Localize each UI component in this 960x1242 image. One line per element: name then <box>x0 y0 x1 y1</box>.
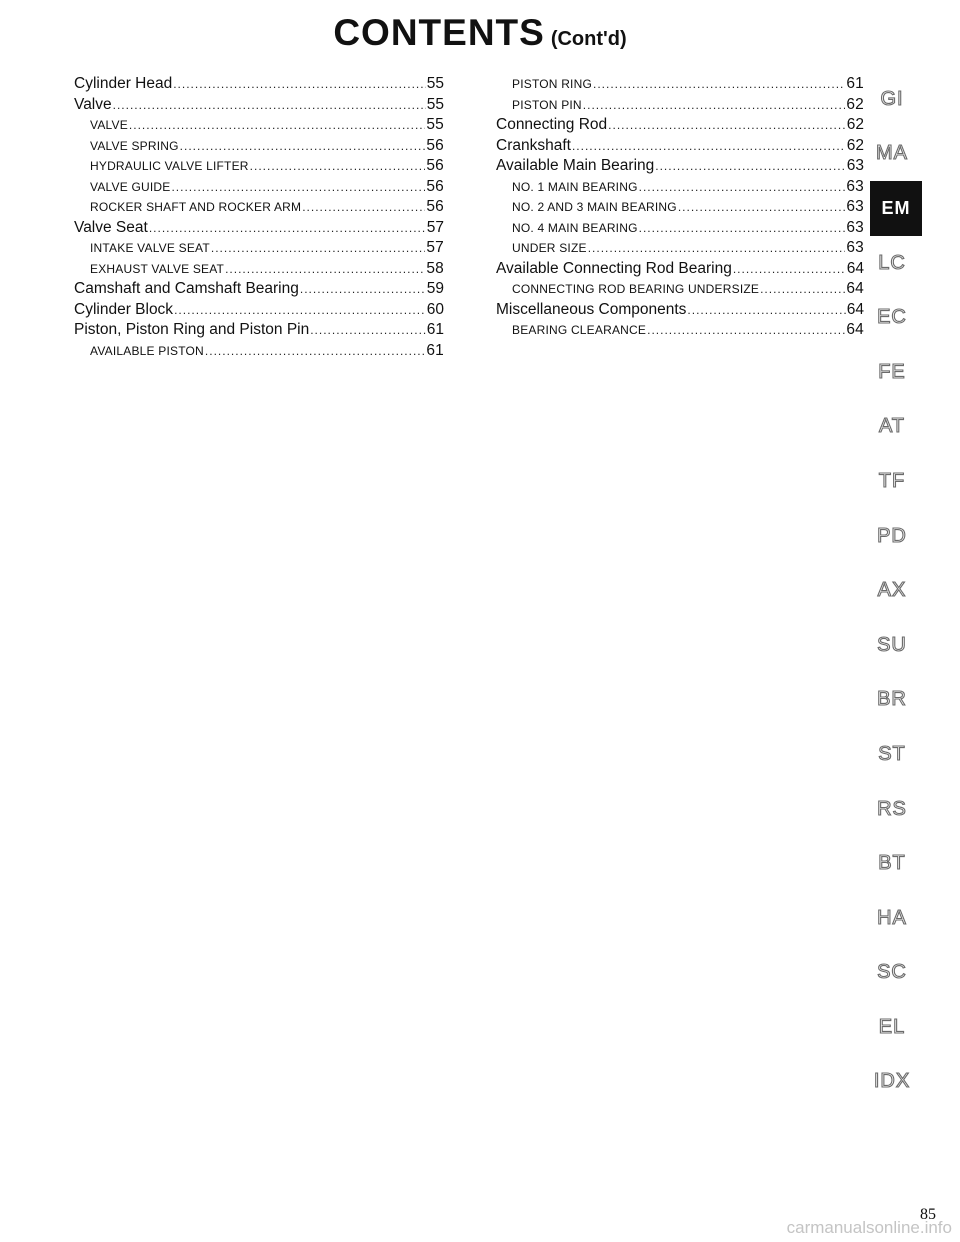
toc-entry[interactable] <box>74 117 444 138</box>
toc-entry-label: NO. 4 MAIN BEARING <box>512 220 638 235</box>
toc-entry[interactable] <box>74 199 444 220</box>
toc-entry-label: AVAILABLE PISTON <box>90 343 204 358</box>
section-tab-gi[interactable]: GI <box>880 87 904 110</box>
toc-entry-page: 63 <box>846 177 864 195</box>
contents-subheading: (Cont'd) <box>550 28 627 50</box>
section-tab-br[interactable]: BR <box>877 688 907 711</box>
dot-leader <box>687 304 845 316</box>
toc-entry-label: VALVE <box>90 118 128 132</box>
toc-entry-label: Connecting Rod <box>496 116 608 133</box>
toc-entry[interactable] <box>496 199 864 220</box>
toc-entry-page: 63 <box>846 157 864 174</box>
toc-entry-label: Camshaft and Camshaft Bearing <box>74 280 299 297</box>
toc-entry-page: 55 <box>426 95 444 113</box>
dot-leader <box>113 99 426 111</box>
toc-entry[interactable] <box>74 138 444 159</box>
dot-leader <box>760 283 845 295</box>
toc-entry-label: PISTON RING <box>512 77 592 91</box>
toc-entry-label: BEARING CLEARANCE <box>512 323 647 337</box>
toc-left-column <box>74 76 444 363</box>
toc-entry[interactable] <box>496 76 864 97</box>
section-tab-ec[interactable]: EC <box>877 306 907 329</box>
section-tab-st[interactable]: ST <box>878 742 906 765</box>
toc-entry-label: EXHAUST VALVE SEAT <box>90 261 225 276</box>
toc-entry-page: 62 <box>846 136 864 154</box>
toc-entry[interactable] <box>496 158 864 179</box>
toc-entry[interactable] <box>74 302 444 323</box>
dot-leader <box>250 160 426 172</box>
toc-entry[interactable] <box>74 240 444 261</box>
dot-leader <box>608 119 846 131</box>
section-tab-fe[interactable]: FE <box>878 360 906 383</box>
dot-leader <box>174 304 426 316</box>
section-tab-ax[interactable]: AX <box>877 579 907 602</box>
section-tab-tf[interactable]: TF <box>878 469 906 492</box>
section-tab-el[interactable]: EL <box>878 1015 906 1038</box>
section-tab-ha[interactable]: HA <box>877 906 907 929</box>
dot-leader <box>639 181 846 193</box>
toc-entry-page: 55 <box>426 116 444 133</box>
dot-leader <box>310 324 426 336</box>
toc-entry-page: 63 <box>846 239 864 256</box>
toc-entry[interactable] <box>496 240 864 261</box>
section-tab-sc[interactable]: SC <box>877 961 907 984</box>
toc-entry-label: VALVE GUIDE <box>90 179 171 194</box>
dot-leader <box>225 263 425 275</box>
toc-entry[interactable] <box>74 343 444 364</box>
section-index-tabs <box>864 72 920 1109</box>
section-tab-bt[interactable]: BT <box>878 852 906 875</box>
dot-leader <box>129 119 425 131</box>
toc-entry[interactable] <box>496 179 864 200</box>
toc-entry[interactable] <box>74 322 444 343</box>
dot-leader <box>171 181 425 193</box>
section-tab-idx[interactable]: IDX <box>873 1070 911 1093</box>
toc-entry-page: 62 <box>846 95 864 113</box>
section-tab-at[interactable]: AT <box>878 415 906 438</box>
watermark: carmanualsonline.info <box>786 1218 952 1237</box>
dot-leader <box>180 140 426 152</box>
toc-entry-page: 60 <box>426 300 444 318</box>
toc-entry-label: VALVE SPRING <box>90 138 179 153</box>
section-tab-em[interactable]: EM <box>870 181 922 236</box>
dot-leader <box>733 263 846 275</box>
dot-leader <box>583 99 846 111</box>
dot-leader <box>205 345 425 357</box>
toc-entry-label: Cylinder Block <box>74 300 174 318</box>
toc-entry[interactable] <box>496 220 864 241</box>
dot-leader <box>572 140 846 152</box>
dot-leader <box>300 283 426 295</box>
toc-entry[interactable] <box>496 117 864 138</box>
toc-entry-label: Available Main Bearing <box>496 157 655 174</box>
toc-entry[interactable] <box>496 322 864 343</box>
toc-entry-label: Valve <box>74 95 112 113</box>
toc-entry-page: 64 <box>846 321 864 338</box>
toc-entry-label: PISTON PIN <box>512 97 582 112</box>
section-tab-ma[interactable]: MA <box>876 142 908 165</box>
toc-entry-label: CONNECTING ROD BEARING UNDERSIZE <box>512 282 760 296</box>
toc-entry-page: 61 <box>426 321 444 338</box>
toc-entry-page: 63 <box>846 218 864 236</box>
page-number: 85 <box>920 1206 936 1223</box>
dot-leader <box>639 222 846 234</box>
section-tab-su[interactable]: SU <box>877 633 907 656</box>
toc-entry-page: 56 <box>426 177 444 195</box>
section-tab-rs[interactable]: RS <box>877 797 907 820</box>
toc-entry-page: 57 <box>426 239 444 256</box>
section-tab-pd[interactable]: PD <box>877 524 907 547</box>
page-title <box>0 12 960 54</box>
toc-entry[interactable] <box>74 76 444 97</box>
toc-entry[interactable] <box>496 97 864 118</box>
toc-entry-page: 63 <box>846 198 864 215</box>
toc-entry[interactable] <box>74 281 444 302</box>
toc-entry-page: 64 <box>846 280 864 297</box>
toc-entry[interactable] <box>74 97 444 118</box>
toc-entry-page: 59 <box>426 280 444 297</box>
dot-leader <box>211 242 425 254</box>
toc-entry-page: 64 <box>846 300 864 318</box>
toc-entry-page: 57 <box>426 218 444 236</box>
contents-heading: CONTENTS <box>333 12 545 53</box>
toc-right-column <box>496 76 864 343</box>
dot-leader <box>593 78 845 90</box>
toc-entry-label: NO. 1 MAIN BEARING <box>512 179 638 194</box>
toc-entry[interactable] <box>74 220 444 241</box>
section-tab-lc[interactable]: LC <box>878 251 906 274</box>
dot-leader <box>149 222 426 234</box>
toc-entry-label: Valve Seat <box>74 218 148 236</box>
toc-entry-label: NO. 2 AND 3 MAIN BEARING <box>512 200 677 214</box>
toc-entry[interactable] <box>74 261 444 282</box>
toc-entry-label: Miscellaneous Components <box>496 300 687 318</box>
toc-entry-label: Piston, Piston Ring and Piston Pin <box>74 321 310 338</box>
dot-leader <box>588 242 846 254</box>
toc-entry[interactable] <box>74 179 444 200</box>
toc-entry[interactable] <box>496 138 864 159</box>
toc-entry-page: 56 <box>426 136 444 154</box>
dot-leader <box>173 78 426 90</box>
toc-entry-page: 56 <box>426 198 444 215</box>
dot-leader <box>302 201 425 213</box>
dot-leader <box>655 160 845 172</box>
toc-entry[interactable] <box>74 158 444 179</box>
toc-entry-page: 56 <box>426 157 444 174</box>
toc-entry-label: Available Connecting Rod Bearing <box>496 259 732 277</box>
toc-entry[interactable] <box>496 281 864 302</box>
toc-entry-label: ROCKER SHAFT AND ROCKER ARM <box>90 200 302 214</box>
toc-entry-label: UNDER SIZE <box>512 241 587 255</box>
toc-entry-page: 64 <box>846 259 864 277</box>
toc-entry-page: 62 <box>846 116 864 133</box>
toc-entry-page: 58 <box>426 259 444 277</box>
toc-entry-label: Crankshaft <box>496 136 571 154</box>
toc-entry-page: 61 <box>426 341 444 359</box>
toc-entry-label: INTAKE VALVE SEAT <box>90 241 210 255</box>
toc-entry-page: 55 <box>426 75 444 92</box>
toc-entry-label: Cylinder Head <box>74 75 173 92</box>
toc-entry[interactable] <box>496 302 864 323</box>
toc-entry-label: HYDRAULIC VALVE LIFTER <box>90 159 249 173</box>
dot-leader <box>647 324 845 336</box>
toc-entry-page: 61 <box>846 75 864 92</box>
dot-leader <box>678 201 846 213</box>
toc-entry[interactable] <box>496 261 864 282</box>
